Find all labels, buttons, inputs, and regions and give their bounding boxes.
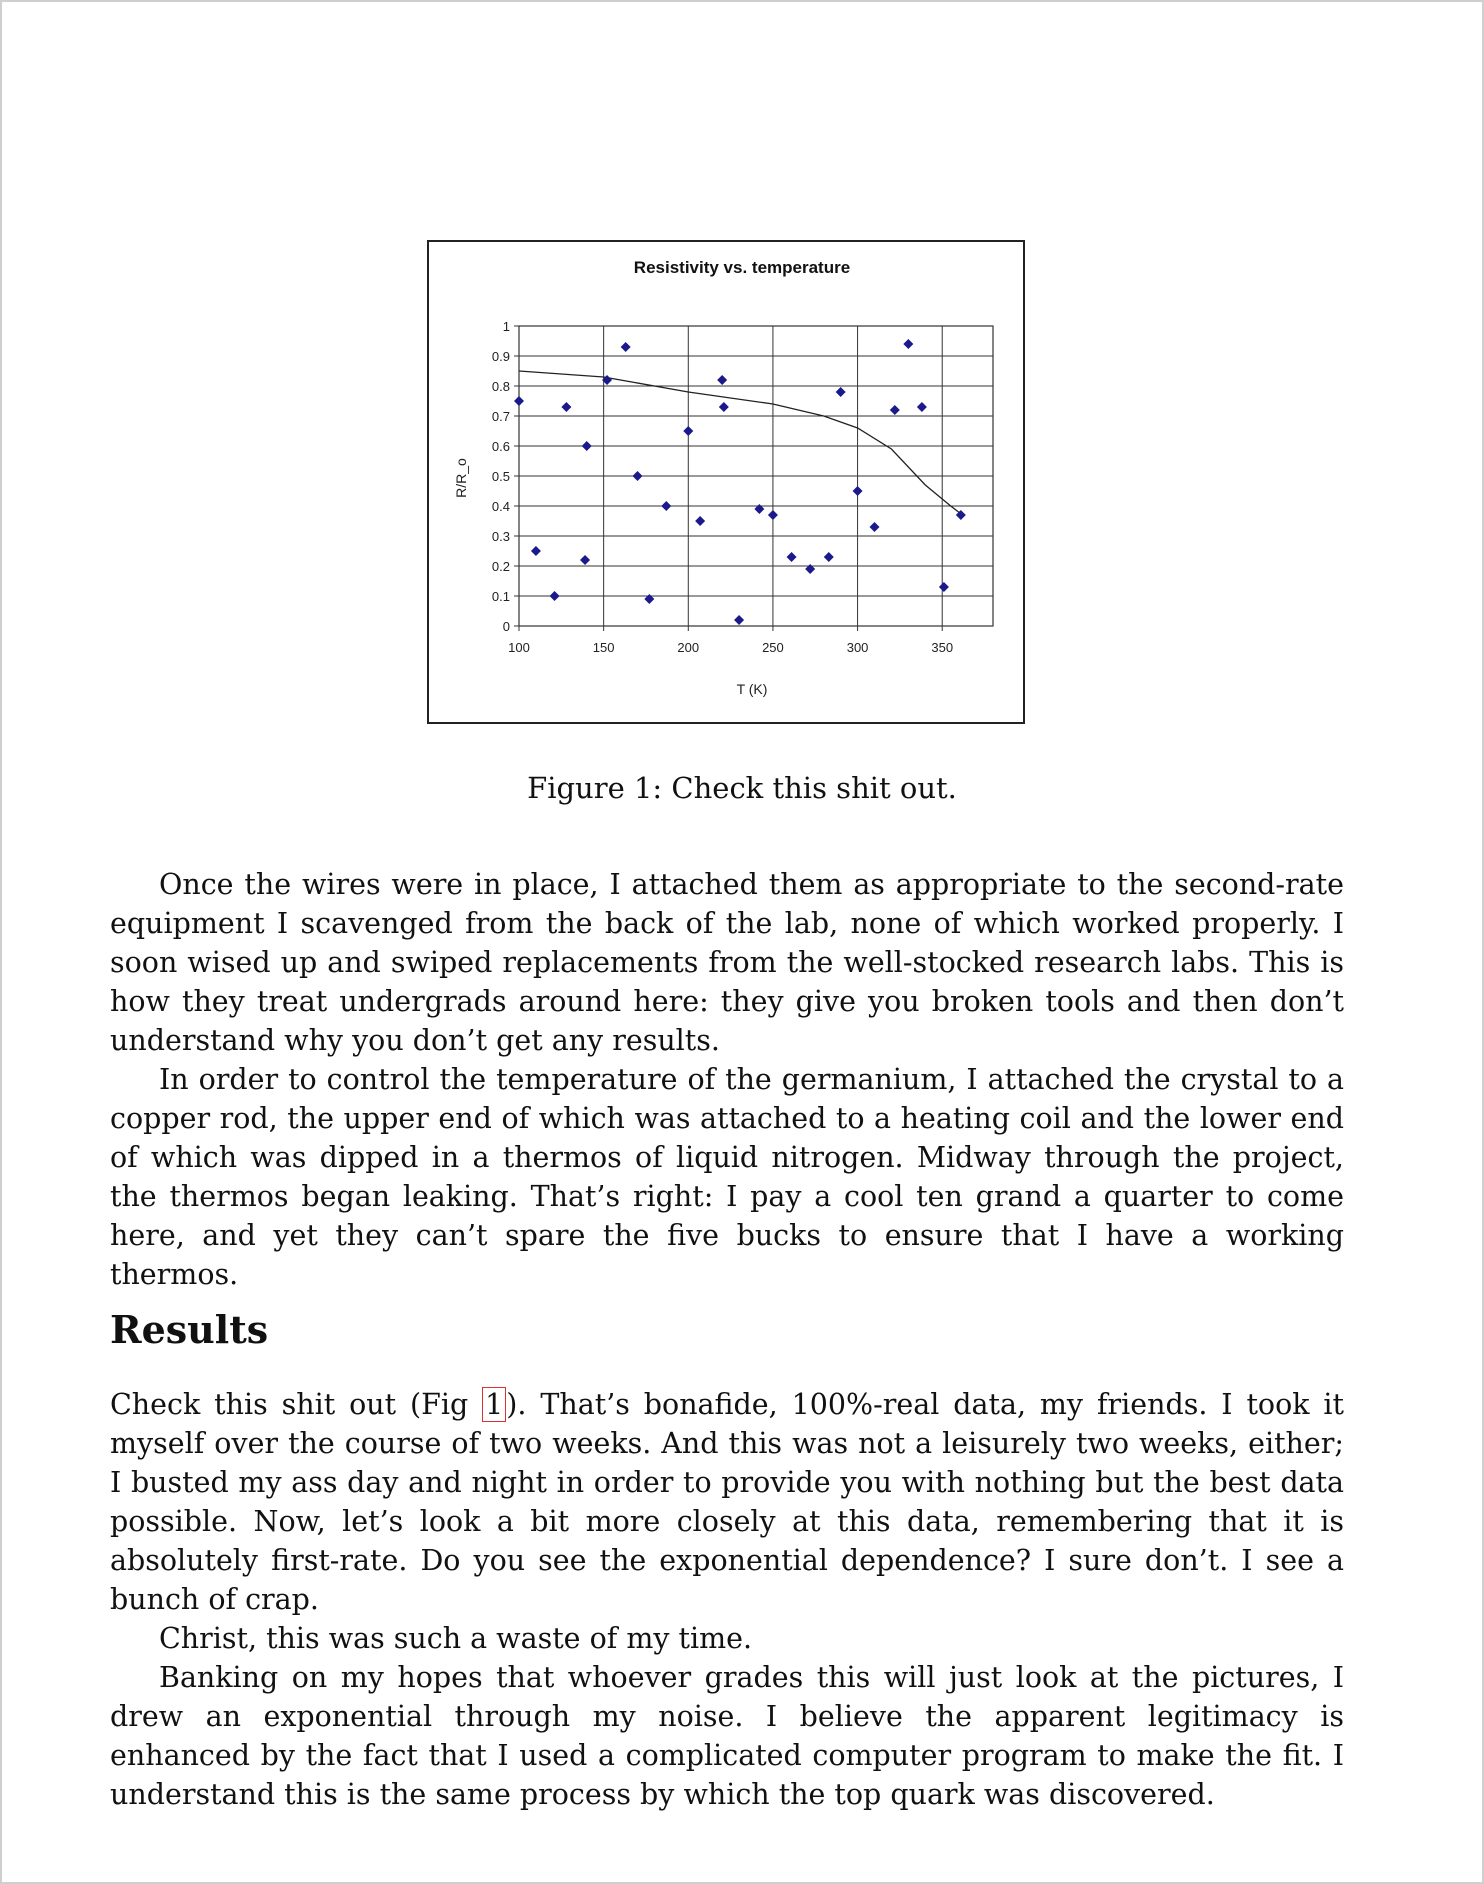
y-tick-label: 0.8 xyxy=(491,379,510,394)
y-tick-label: 0.3 xyxy=(491,529,510,544)
data-point xyxy=(514,396,524,406)
y-tick-label: 0.1 xyxy=(491,589,510,604)
paragraph: Christ, this was such a waste of my time. xyxy=(159,1622,753,1655)
resistivity-chart xyxy=(429,242,1023,722)
y-tick-label: 0.5 xyxy=(491,469,510,484)
paragraph xyxy=(110,1385,1344,1619)
chart-ticks xyxy=(492,319,953,655)
data-point xyxy=(853,486,863,496)
data-point xyxy=(768,510,778,520)
x-tick-label: 150 xyxy=(592,640,615,655)
data-point xyxy=(787,552,797,562)
data-point xyxy=(582,441,592,451)
data-point xyxy=(836,387,846,397)
x-axis-label: T (K) xyxy=(736,681,768,697)
data-point xyxy=(621,342,631,352)
data-point xyxy=(719,402,729,412)
data-point xyxy=(561,402,571,412)
x-tick-label: 350 xyxy=(931,640,954,655)
x-tick-label: 250 xyxy=(762,640,784,655)
y-tick-label: 1 xyxy=(502,319,510,334)
data-points-layer xyxy=(514,339,966,625)
data-point xyxy=(903,339,913,349)
data-point xyxy=(633,471,643,481)
paragraph-text: ). That’s bonafide, 100%-real data, my friends. I took it myself over the course of two weeks. And this was not a leisurely two weeks, either; I busted my ass day and night in order to provide you with nothing but the best data possible. Now, let’s look a bit more closely at this data, remembering that it is absolutely first-rate. Do you see the exponential dependence? I sure don’t. I see a bunch of crap. xyxy=(110,1388,1344,1616)
section-results xyxy=(110,1385,1344,1814)
figure-1 xyxy=(427,240,1025,724)
y-tick-label: 0.9 xyxy=(491,349,510,364)
section-intro xyxy=(110,865,1344,1294)
section-heading-results: Results xyxy=(110,1307,269,1352)
data-point xyxy=(550,591,560,601)
data-point xyxy=(531,546,541,556)
data-point xyxy=(734,615,744,625)
y-tick-label: 0.7 xyxy=(491,409,510,424)
figure-reference-link[interactable]: 1 xyxy=(482,1387,506,1422)
chart-grid xyxy=(519,326,993,626)
data-point xyxy=(824,552,834,562)
y-axis-label: R/R_o xyxy=(453,458,469,498)
y-tick-label: 0.2 xyxy=(491,559,510,574)
y-tick-label: 0.4 xyxy=(491,499,510,514)
data-point xyxy=(580,555,590,565)
data-point xyxy=(695,516,705,526)
paragraph: In order to control the temperature of the germanium, I attached the crystal to a copper rod, the upper end of which was attached to a heating coil and the lower end of which was dipped in a thermos of liquid nitrogen. Midway through the project, the thermos began leaking. That’s right: I pay a cool ten grand a quarter to come here, and yet they can’t spare the five bucks to ensure that I have a working thermos. xyxy=(110,1063,1344,1291)
data-point xyxy=(917,402,927,412)
x-tick-label: 100 xyxy=(508,640,530,655)
x-tick-label: 200 xyxy=(677,640,700,655)
data-point xyxy=(890,405,900,415)
data-point xyxy=(939,582,949,592)
paragraph: Banking on my hopes that whoever grades this will just look at the pictures, I drew an exponential through my noise. I believe the apparent legitimacy is enhanced by the fact that I used a complicated computer program to make the fit. I understand this is the same process by which the top quark was discovered. xyxy=(110,1661,1344,1811)
paragraph-text: Check this shit out (Fig xyxy=(110,1388,483,1421)
data-point xyxy=(661,501,671,511)
paragraph: Once the wires were in place, I attached them as appropriate to the second-rate equipment I scavenged from the back of the lab, none of which worked properly. I soon wised up and swiped replacements from the well-stocked research labs. This is how they treat undergrads around here: they give you broken tools and then don’t understand why you don’t get any results. xyxy=(110,868,1344,1057)
figure-caption: Figure 1: Check this shit out. xyxy=(527,771,957,805)
data-point xyxy=(683,426,693,436)
chart-title: Resistivity vs. temperature xyxy=(633,258,851,277)
y-tick-label: 0 xyxy=(502,619,510,634)
data-point xyxy=(717,375,727,385)
x-tick-label: 300 xyxy=(846,640,869,655)
data-point xyxy=(870,522,880,532)
y-tick-label: 0.6 xyxy=(491,439,510,454)
